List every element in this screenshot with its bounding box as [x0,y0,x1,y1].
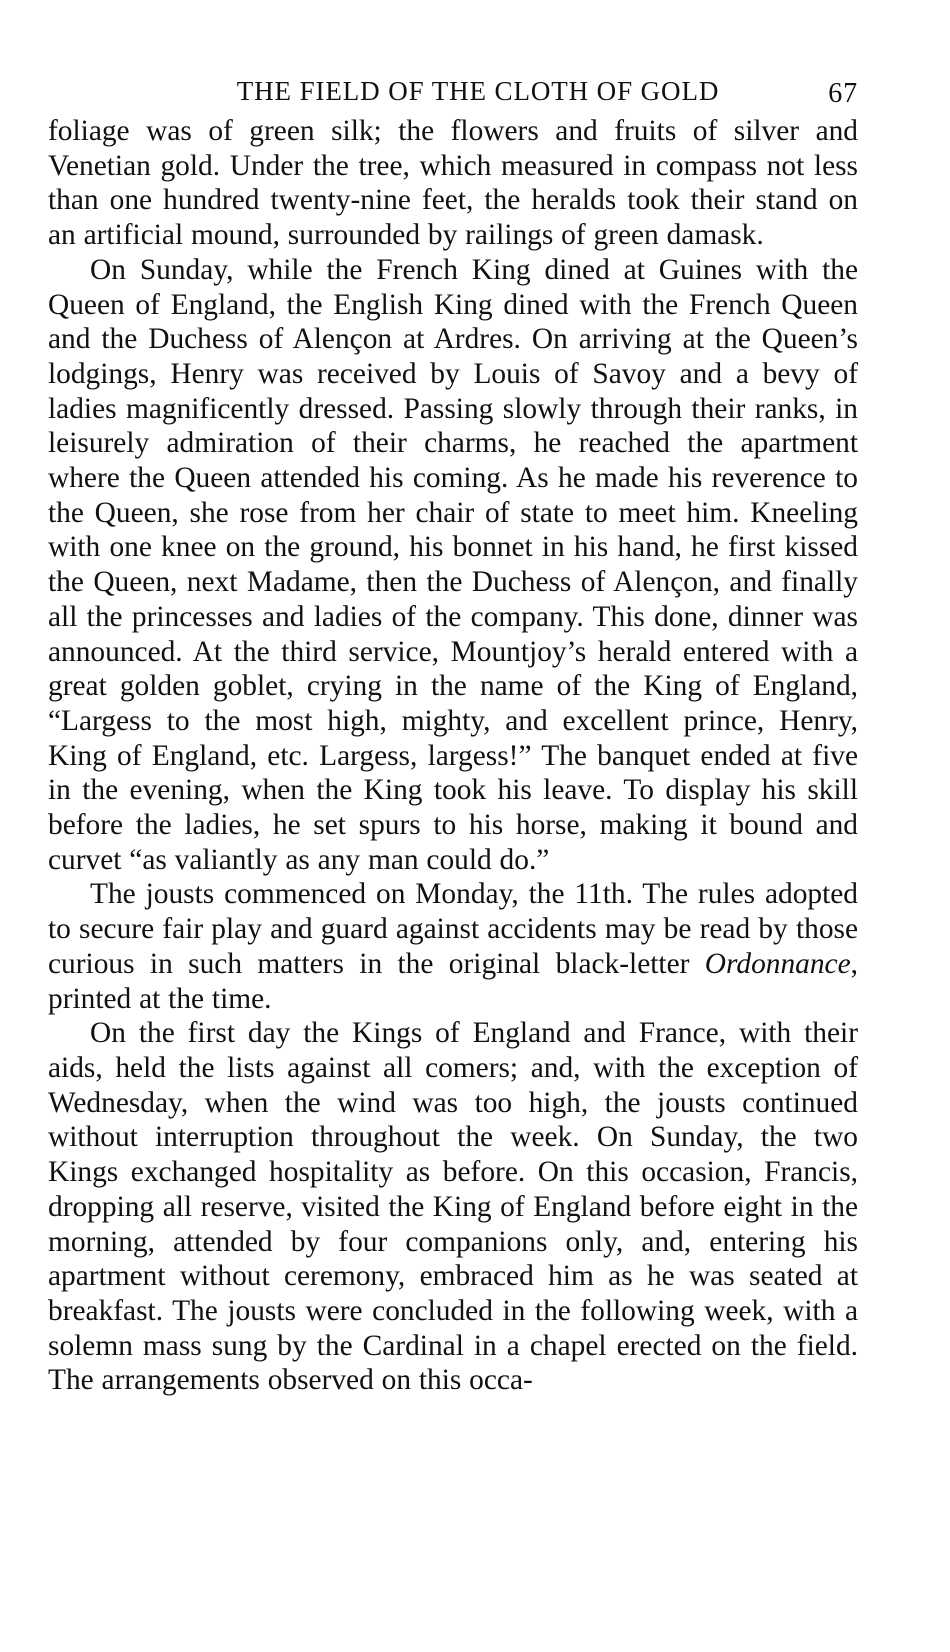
jousts-rules-tail: , printed at the time. [48,947,858,1015]
paragraph-sunday-dinner: On Sunday, while the French King dined at Guines with the Queen of England, the English King dined with the French Queen and the Duchess of Alençon at Ardres. On arriving at the Queen’s lodgings, Henry was received by Louis of Savoy and a bevy of ladies magnificently dressed. Passing slowly through their ranks, in leisurely admiration of their charms, he reached the apartment where the Queen attended his coming. As he made his reverence to the Queen, she rose from her chair of state to meet him. Kneeling with one knee on the ground, his bonnet in his hand, he first kissed the Queen, next Madame, then the Duchess of Alençon, and finally all the princesses and ladies of the company. This done, dinner was announced. At the third service, Mountjoy’s herald entered with a great golden goblet, crying in the name of the King of England, “Largess to the most high, mighty, and excellent prince, Henry, King of England, etc. Largess, largess!” The banquet ended at five in the evening, when the King took his leave. To display his skill before the ladies, he set spurs to his horse, making it bound and curvet “as valiantly as any man could do.” [48,253,858,876]
body-text [48,114,858,1398]
paragraph-foliage: foliage was of green silk; the flowers and fruits of silver and Venetian gold. Under the tree, which measured in compass not less than one hundred twenty-nine feet, the heralds took their stand on an artificial mound, surrounded by railings of green damask. [48,115,858,252]
ordonnance-italic: Ordonnance [704,947,851,980]
running-head [48,68,858,114]
running-head-title: THE FIELD OF THE CLOTH OF GOLD [236,76,720,106]
paragraph-jousts-rules [48,877,858,1016]
jousts-rules-text: The jousts commenced on Monday, the 11th. The rules adopted to secure fair play and guard against accidents may be read by those curious in such matters in the original black-letter [48,878,858,980]
book-page [48,68,858,1398]
page-number: 67 [828,78,858,109]
paragraph-first-day: On the first day the Kings of England and France, with their aids, held the lists against all comers; and, with the exception of Wednesday, when the wind was too high, the jousts continued without interruption throughout the week. On Sunday, the two Kings exchanged hospitality as before. On this occasion, Francis, dropping all reserve, visited the King of England before eight in the morning, attended by four companions only, and, entering his apartment without ceremony, embraced him as he was seated at breakfast. The jousts were concluded in the following week, with a solemn mass sung by the Cardinal in a chapel erected on the field. The arrangements observed on this occa- [48,1017,858,1397]
